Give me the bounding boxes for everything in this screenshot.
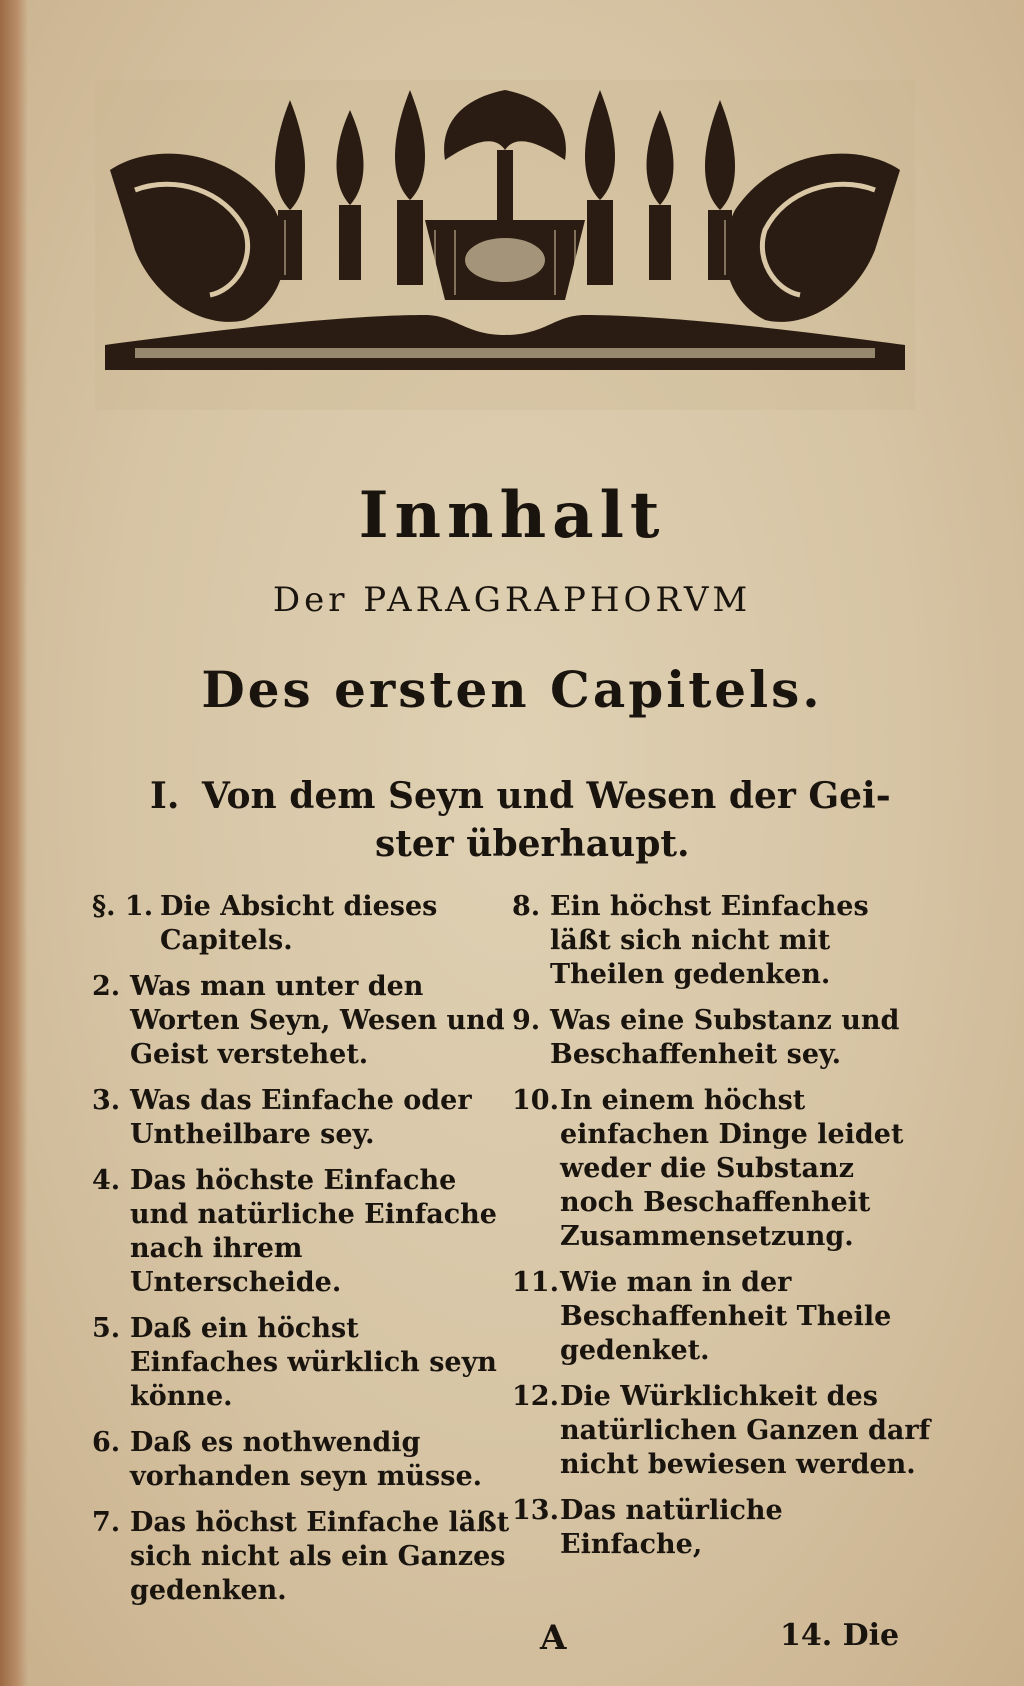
chapter-heading: Des ersten Capitels. (201, 660, 823, 719)
toc-entry (512, 1380, 932, 1482)
entry-text: Daß ein höchst Einfaches würklich seyn könne. (130, 1313, 497, 1412)
section-title-line2: ster überhaupt. (375, 823, 690, 865)
toc-entry (512, 890, 932, 992)
entry-number: 10. (512, 1085, 559, 1116)
toc-entry (92, 970, 512, 1072)
entry-number: 12. (512, 1381, 559, 1412)
entry-number: 11. (512, 1267, 559, 1298)
toc-entry (92, 890, 512, 958)
toc-entry (512, 1494, 932, 1562)
toc-entry (92, 1164, 512, 1300)
contents-left-column (92, 890, 512, 1620)
section-heading (150, 772, 910, 868)
page-title: Innhalt (358, 478, 666, 553)
entry-text: Das höchste Einfache und natürliche Einfache nach ihrem Unterscheide. (130, 1165, 497, 1298)
entry-number: 2. (92, 971, 121, 1002)
contents-right-column (512, 890, 932, 1574)
entry-number: 7. (92, 1507, 121, 1538)
entry-number: 6. (92, 1427, 121, 1458)
toc-entry (92, 1426, 512, 1494)
toc-entry (512, 1084, 932, 1254)
entry-number: 9. (512, 1005, 541, 1036)
section-number: I. (150, 775, 180, 817)
entry-text: Die Würklichkeit des natürlichen Ganzen darf nicht bewiesen werden. (560, 1381, 931, 1480)
woodcut-ornament-headpiece (95, 80, 915, 410)
entry-text: Daß es nothwendig vorhanden seyn müsse. (130, 1427, 483, 1492)
entry-text: Was man unter den Worten Seyn, Wesen und Geist verstehet. (130, 971, 505, 1070)
section-title-line1: Von dem Seyn und Wesen der Gei- (201, 775, 891, 817)
entry-text: Das natürliche Einfache, (560, 1495, 783, 1560)
entry-text: Die Absicht dieses Capitels. (160, 891, 438, 956)
toc-entry (512, 1004, 932, 1072)
entry-number: §. 1. (92, 891, 154, 922)
entry-number: 3. (92, 1085, 121, 1116)
toc-entry (92, 1312, 512, 1414)
catchword: 14. Die (780, 1618, 900, 1653)
entry-text: Ein höchst Einfaches läßt sich nicht mit Theilen gedenken. (550, 891, 869, 990)
entry-text: In einem höchst einfachen Dinge leidet weder die Substanz noch Beschaffenheit Zusammensetzung. (560, 1085, 904, 1252)
signature-mark: A (540, 1618, 567, 1658)
entry-text: Das höchst Einfache läßt sich nicht als ein Ganzes gedenken. (130, 1507, 510, 1606)
page-subtitle: Der PARAGRAPHORVM (272, 580, 752, 620)
entry-text: Was das Einfache oder Untheilbare sey. (130, 1085, 472, 1150)
entry-text: Was eine Substanz und Beschaffenheit sey. (550, 1005, 900, 1070)
entry-number: 4. (92, 1165, 121, 1196)
entry-number: 13. (512, 1495, 559, 1526)
toc-entry (512, 1266, 932, 1368)
entry-number: 5. (92, 1313, 121, 1344)
toc-entry (92, 1084, 512, 1152)
entry-text: Wie man in der Beschaffenheit Theile gedenket. (560, 1267, 892, 1366)
toc-entry (92, 1506, 512, 1608)
entry-number: 8. (512, 891, 541, 922)
